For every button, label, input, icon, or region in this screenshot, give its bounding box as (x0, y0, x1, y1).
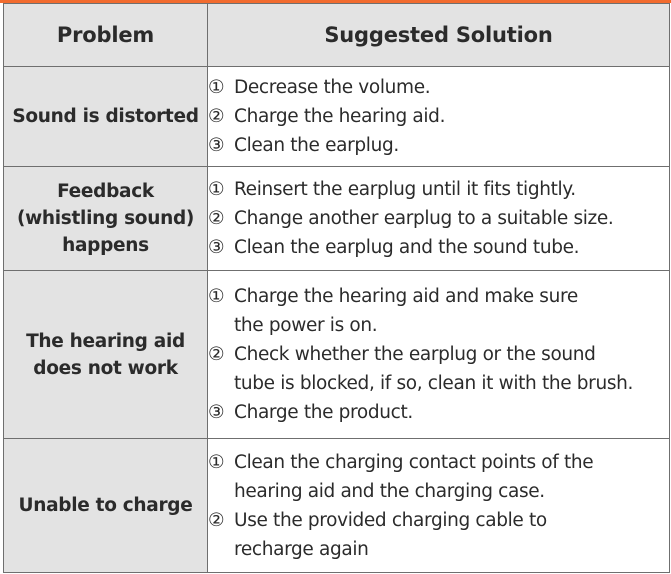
solution-step (208, 73, 669, 102)
step-text (234, 340, 633, 398)
problem-text: Unable to charge (18, 495, 193, 516)
step-text (234, 448, 593, 506)
solution-cell (208, 67, 670, 167)
problem-line: Feedback (57, 181, 154, 202)
solution-cell (208, 271, 670, 439)
solution-step (208, 131, 669, 160)
problem-cell (4, 439, 208, 573)
step-line: Charge the hearing aid and make sure (234, 286, 578, 307)
step-text: Decrease the volume. (234, 77, 431, 98)
step-number: ② (208, 106, 225, 127)
solution-cell (208, 167, 670, 271)
table-row (4, 271, 670, 439)
solution-step (208, 448, 669, 506)
header-row (4, 4, 670, 67)
problem-cell (4, 167, 208, 271)
step-line: Use the provided charging cable to (234, 509, 547, 531)
step-number: ① (208, 77, 225, 98)
problem-line: The hearing aid (26, 330, 185, 352)
step-line: tube is blocked, if so, clean it with the brush. (234, 373, 634, 394)
table-row (4, 167, 670, 271)
step-text: Clean the earplug and the sound tube. (234, 237, 580, 258)
step-number: ③ (208, 237, 225, 258)
step-line: Clean the charging contact points of the (234, 451, 594, 473)
solution-step (208, 398, 669, 427)
problem-line: (whistling sound) (16, 208, 195, 229)
step-number: ③ (208, 402, 225, 423)
solution-column-header: Suggested Solution (208, 4, 670, 67)
solution-step (208, 233, 669, 262)
solution-cell (208, 439, 670, 573)
step-line: recharge again (234, 538, 369, 560)
problem-text: Sound is distorted (12, 106, 199, 127)
step-text: Charge the hearing aid. (234, 106, 446, 127)
step-line: the power is on. (234, 315, 378, 336)
troubleshooting-table (3, 3, 670, 573)
problem-column-header: Problem (4, 4, 208, 67)
step-number: ③ (208, 135, 225, 156)
step-number: ① (208, 286, 225, 307)
step-text (234, 282, 578, 340)
step-number: ② (208, 208, 225, 229)
solution-step (208, 175, 669, 204)
solution-step (208, 282, 669, 340)
step-text (234, 506, 547, 564)
solution-step (208, 204, 669, 233)
step-text: Clean the earplug. (234, 135, 399, 156)
step-line: Check whether the earplug or the sound (234, 344, 596, 365)
step-number: ② (208, 509, 225, 531)
solution-step (208, 506, 669, 564)
problem-cell (4, 271, 208, 439)
step-number: ① (208, 451, 225, 473)
step-number: ② (208, 344, 225, 365)
solution-step (208, 340, 669, 398)
problem-line: does not work (33, 357, 178, 379)
table-row (4, 439, 670, 573)
step-text: Charge the product. (234, 402, 413, 423)
step-line: hearing aid and the charging case. (234, 480, 545, 502)
problem-cell (4, 67, 208, 167)
step-text: Reinsert the earplug until it fits tightly. (234, 179, 576, 200)
step-number: ① (208, 179, 225, 200)
table-row (4, 67, 670, 167)
step-text: Change another earplug to a suitable size. (234, 208, 614, 229)
solution-step (208, 102, 669, 131)
problem-line: happens (62, 235, 149, 256)
